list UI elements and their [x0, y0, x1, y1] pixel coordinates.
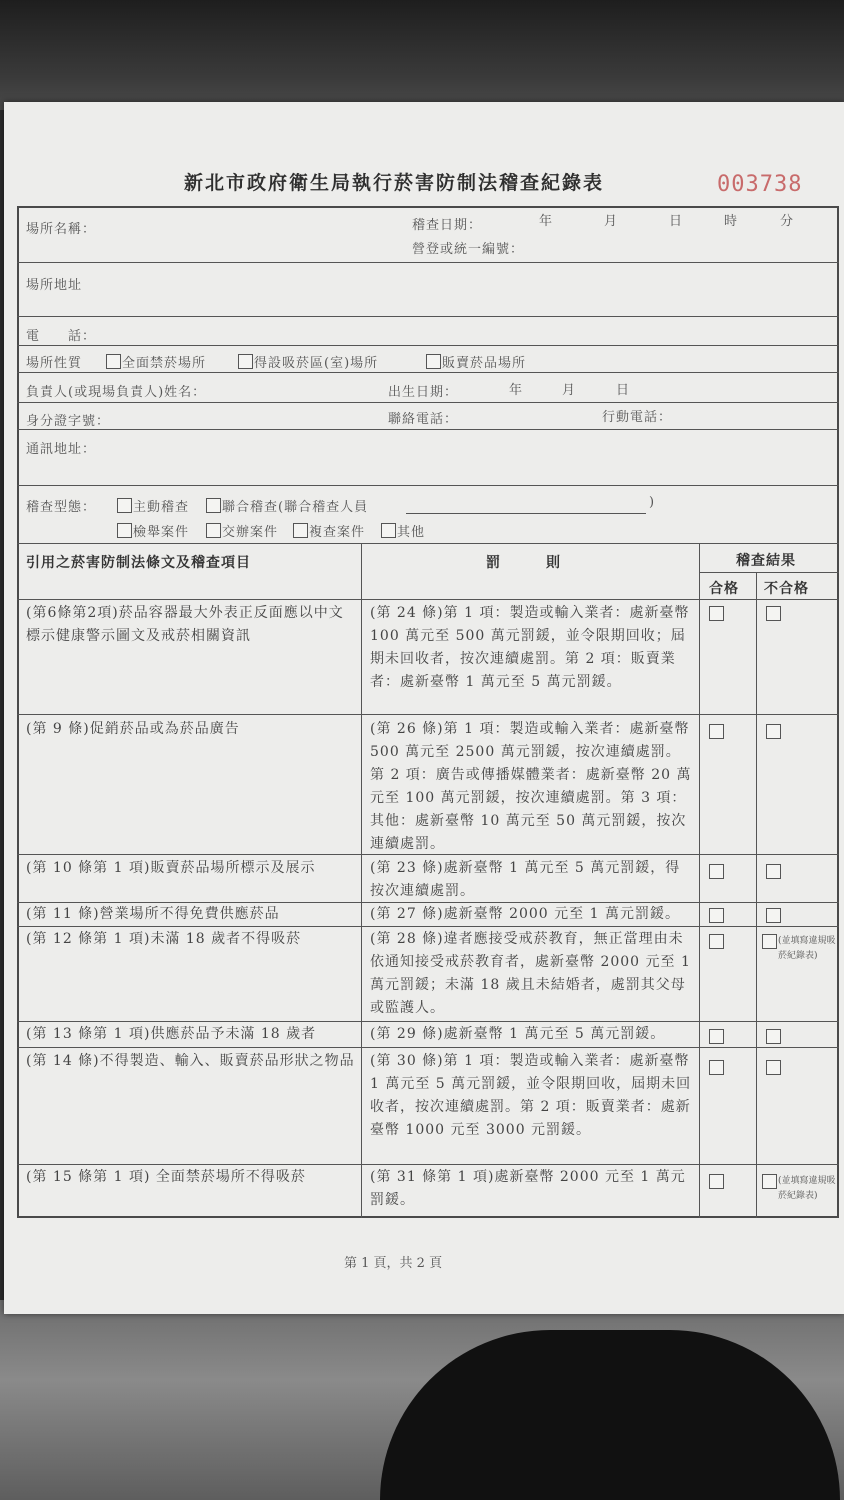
- id-number-label: 身分證字號：: [26, 414, 111, 429]
- inspect-type-5: 複查案件: [309, 525, 366, 540]
- row-6-pass-checkbox[interactable]: [709, 1029, 724, 1044]
- row-8-note: (並填寫違規吸菸紀錄表): [778, 1176, 836, 1201]
- row-5-note: (並填寫違規吸菸紀錄表): [778, 936, 836, 961]
- date-year: 年: [539, 214, 554, 229]
- venue-type-checkbox-1[interactable]: [106, 354, 121, 369]
- birth-year: 年: [509, 383, 524, 398]
- date-minute: 分: [780, 214, 795, 229]
- birth-date-label: 出生日期：: [388, 385, 459, 400]
- inspect-type-checkbox-3[interactable]: [117, 523, 132, 538]
- venue-type-3: 販賣菸品場所: [442, 356, 527, 371]
- row-1-pass-checkbox[interactable]: [709, 606, 724, 621]
- row-3-pass-checkbox[interactable]: [709, 864, 724, 879]
- row-1-fail-checkbox[interactable]: [766, 606, 781, 621]
- venue-type-label: 場所性質: [26, 356, 83, 371]
- venue-type-1: 全面禁菸場所: [122, 356, 207, 371]
- col-result-header: 稽查結果: [736, 553, 796, 569]
- inspect-date-label: 稽查日期：: [412, 218, 483, 233]
- row-8-fail-checkbox[interactable]: [762, 1174, 777, 1189]
- row-4-article: (第 11 條)營業場所不得免費供應菸品: [26, 906, 280, 922]
- row-4-penalty: (第 27 條)處新臺幣 2000 元至 1 萬元罰鍰。: [370, 906, 680, 922]
- inspect-type-3: 檢舉案件: [133, 525, 190, 540]
- birth-day: 日: [616, 383, 631, 398]
- row-5-article: (第 12 條第 1 項)未滿 18 歲者不得吸菸: [26, 931, 302, 947]
- row-4-fail-checkbox[interactable]: [766, 908, 781, 923]
- row-2-article: (第 9 條)促銷菸品或為菸品廣告: [26, 721, 240, 737]
- row-7-penalty: (第 30 條)第 1 項：製造或輸入業者：處新臺幣 1 萬元至 5 萬元罰鍰，並令限期回收，屆期未回收者，按次連續處罰。第 2 項：販賣業者：處新臺幣 1000 元至 3000 元罰鍰。: [370, 1053, 692, 1138]
- date-day: 日: [669, 214, 684, 229]
- inspect-type-4: 交辦案件: [222, 525, 279, 540]
- row-6-fail-checkbox[interactable]: [766, 1029, 781, 1044]
- inspect-type-label: 稽查型態：: [26, 500, 97, 515]
- row-8-article: (第 15 條第 1 項) 全面禁菸場所不得吸菸: [26, 1169, 306, 1185]
- form-title: 新北市政府衛生局執行菸害防制法稽查紀錄表: [184, 172, 605, 194]
- col-penalty-header: 罰 則: [486, 555, 561, 571]
- row-3-penalty: (第 23 條)處新臺幣 1 萬元至 5 萬元罰鍰，得按次連續處罰。: [370, 860, 681, 899]
- inspect-type-checkbox-6[interactable]: [381, 523, 396, 538]
- inspect-type-checkbox-4[interactable]: [206, 523, 221, 538]
- birth-month: 月: [562, 383, 577, 398]
- row-4-pass-checkbox[interactable]: [709, 908, 724, 923]
- page-footer: 第 1 頁，共 2 頁: [344, 1256, 443, 1271]
- row-8-penalty: (第 31 條第 1 項)處新臺幣 2000 元至 1 萬元罰鍰。: [370, 1169, 686, 1208]
- inspect-type-checkbox-5[interactable]: [293, 523, 308, 538]
- venue-name-label: 場所名稱：: [26, 222, 97, 237]
- serial-number: 003738: [717, 172, 803, 197]
- row-8-pass-checkbox[interactable]: [709, 1174, 724, 1189]
- date-month: 月: [604, 214, 619, 229]
- venue-type-checkbox-2[interactable]: [238, 354, 253, 369]
- venue-address-label: 場所地址: [26, 278, 83, 293]
- row-5-pass-checkbox[interactable]: [709, 934, 724, 949]
- venue-type-checkbox-3[interactable]: [426, 354, 441, 369]
- mail-address-label: 通訊地址：: [26, 442, 97, 457]
- row-1-penalty: (第 24 條)第 1 項：製造或輸入業者：處新臺幣 100 萬元至 500 萬元罰鍰，並令限期回收；屆期未回收者，按次連續處罰。第 2 項：販賣業者：處新臺幣 1 萬元至 5 萬元罰鍰。: [370, 605, 690, 690]
- date-hour: 時: [724, 214, 739, 229]
- contact-phone-label: 聯絡電話：: [388, 412, 459, 427]
- inspect-type-6: 其他: [397, 525, 426, 540]
- row-7-pass-checkbox[interactable]: [709, 1060, 724, 1075]
- row-1-article: (第6條第2項)菸品容器最大外表正反面應以中文標示健康警示圖文及戒菸相關資訊: [26, 605, 344, 644]
- background-top: [0, 0, 844, 110]
- form-paper: [4, 102, 844, 1314]
- business-id-label: 營登或統一編號：: [412, 242, 525, 257]
- row-7-fail-checkbox[interactable]: [766, 1060, 781, 1075]
- row-3-article: (第 10 條第 1 項)販賣菸品場所標示及展示: [26, 860, 316, 876]
- owner-name-label: 負責人(或現場負責人)姓名：: [26, 385, 207, 400]
- inspect-type-checkbox-1[interactable]: [117, 498, 132, 513]
- col-fail-header: 不合格: [764, 581, 809, 597]
- joint-inspector-line[interactable]: [406, 513, 646, 514]
- row-6-penalty: (第 29 條)處新臺幣 1 萬元至 5 萬元罰鍰。: [370, 1026, 666, 1042]
- venue-type-2: 得設吸菸區(室)場所: [254, 356, 379, 371]
- row-2-pass-checkbox[interactable]: [709, 724, 724, 739]
- row-7-article: (第 14 條)不得製造、輸入、販賣菸品形狀之物品: [26, 1053, 355, 1069]
- row-6-article: (第 13 條第 1 項)供應菸品予未滿 18 歲者: [26, 1026, 317, 1042]
- col-pass-header: 合格: [709, 581, 739, 597]
- paren-close: ): [649, 495, 656, 510]
- row-2-penalty: (第 26 條)第 1 項：製造或輸入業者：處新臺幣 500 萬元至 2500 萬元罰鍰，按次連續處罰。第 2 項：廣告或傳播媒體業者：處新臺幣 20 萬元至 100 萬元罰鍰，按次連續處罰。第 3 項：其他：處新臺幣 10 萬元至 50 萬元罰鍰，按次連續處罰。: [370, 721, 692, 852]
- row-5-penalty: (第 28 條)違者應接受戒菸教育，無正當理由未依通知接受戒菸教育者，處新臺幣 2000 元至 1 萬元罰鍰；未滿 18 歲且未結婚者，處罰其父母或監護人。: [370, 931, 691, 1016]
- phone-label: 電 話：: [26, 329, 97, 344]
- col-article-header: 引用之菸害防制法條文及稽查項目: [26, 555, 251, 571]
- row-5-fail-checkbox[interactable]: [762, 934, 777, 949]
- inspect-type-1: 主動稽查: [133, 500, 190, 515]
- row-3-fail-checkbox[interactable]: [766, 864, 781, 879]
- mobile-phone-label: 行動電話：: [602, 410, 673, 425]
- inspect-type-checkbox-2[interactable]: [206, 498, 221, 513]
- inspect-type-2: 聯合稽查(聯合稽查人員: [222, 500, 369, 515]
- row-2-fail-checkbox[interactable]: [766, 724, 781, 739]
